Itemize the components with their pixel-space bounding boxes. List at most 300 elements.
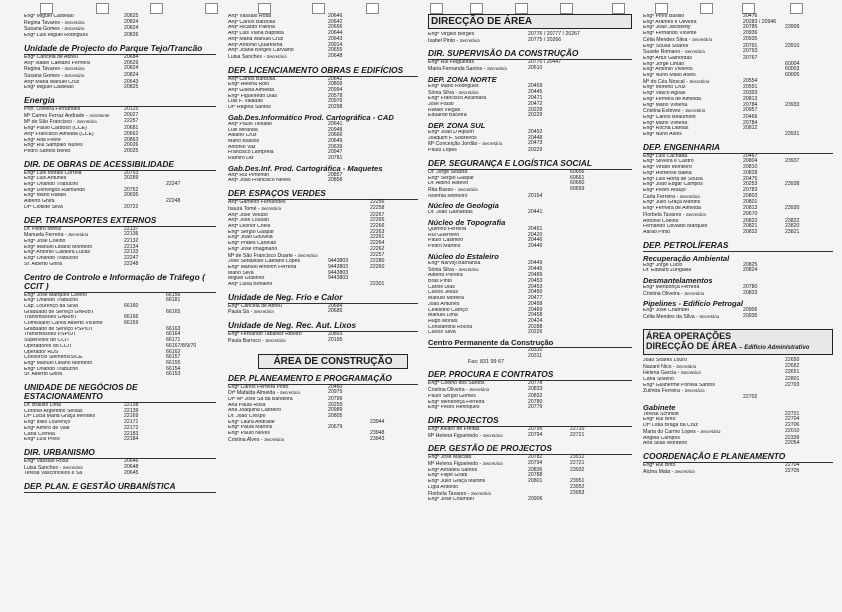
entry-name: Mª Helena Figueiredo - Secretária <box>428 461 503 468</box>
list-item <box>428 194 632 200</box>
phone-extension: 20906 <box>743 307 758 314</box>
person-name: Engª Vasco Agoas <box>643 91 686 97</box>
phone-extension: 20679 <box>328 424 343 431</box>
list-item <box>643 291 833 298</box>
phone-extension: 66166 <box>124 314 139 321</box>
section-heading: DIR. SUPERVISÃO DA CONSTRUÇÃO <box>428 49 632 60</box>
phone-extension: 20228 <box>528 106 543 113</box>
phone-extension-alt: 23822 <box>785 217 800 224</box>
entry-name: Drª Mafalda Almeida - Secretária <box>228 390 300 397</box>
person-name: Engª Luis Miguel Rodrigues <box>24 33 88 39</box>
entry-name <box>228 156 328 162</box>
entry-name: Sónia Silva - Secretária <box>428 89 479 96</box>
list-item <box>228 390 418 397</box>
person-name: Engª Almiro de Vale <box>24 425 70 431</box>
column-3 <box>428 14 632 503</box>
phone-extension-alt: 22650 <box>785 356 800 363</box>
phone-extension: 20469 <box>528 306 543 313</box>
person-name: Engª Carlos Beaumont <box>643 114 696 120</box>
phone-extension-alt: 22248 <box>166 198 181 205</box>
tab-marker <box>655 3 668 14</box>
role-label: Secretária <box>265 337 286 343</box>
entry-name: Florbela Tavares - Secretária <box>643 211 706 218</box>
section-heading: DIR. PROJECTOS <box>428 416 632 427</box>
phone-extension: 20446 <box>528 243 543 250</box>
person-name: Drª Regina Santos <box>228 105 271 111</box>
person-name: Engª Paulo Neves <box>228 431 271 437</box>
person-name: Engª Ibilio Lourenço <box>24 420 71 426</box>
person-name: Arqª Maria Manuel Cruz <box>24 79 80 85</box>
tab-marker <box>790 3 803 14</box>
phone-extension: 20311 <box>528 352 543 359</box>
person-name: Engª José Coelho <box>24 238 66 244</box>
phone-extension-alt: 66155 <box>166 359 181 366</box>
role-label: Secretária <box>684 388 705 394</box>
phone-extension-alt: 23821 <box>785 228 800 235</box>
person-name: Susana Gomes <box>24 26 60 33</box>
phone-extension: 20948 <box>328 126 343 133</box>
entry-name: Alcina Mata - Secretária <box>643 468 695 475</box>
phone-extension: 20780 <box>528 398 543 405</box>
fax-number: 831 99 67 <box>479 359 504 366</box>
person-name: Arqª Carlos Barbosa <box>228 19 276 25</box>
person-name: Manuel Lima <box>428 313 458 319</box>
person-name: Operadores do CCIT <box>24 343 73 349</box>
person-name: Maria Fernanda Santos <box>428 66 483 73</box>
entry-name <box>228 282 328 288</box>
role-label: Secretária <box>64 26 85 32</box>
entry-name <box>428 405 528 411</box>
person-name: Engª Pires Basilio <box>643 14 685 19</box>
entry-name <box>428 244 528 250</box>
entry-name: Paula Sá - Secretária <box>228 309 274 316</box>
person-name: Engª Pedro Araújo <box>643 187 686 193</box>
person-name: Arqª Francisco Almeida (CCE) <box>24 131 94 137</box>
list-item <box>24 119 216 126</box>
person-name: Engª Carlos Ferreira Pinto <box>228 384 289 390</box>
person-name: Engª Vassalo Rosa <box>24 458 69 464</box>
phone-extension: 20810 <box>743 164 758 171</box>
person-name: Engª Orlando Trabucho <box>24 182 79 188</box>
phone-extension-alt: 60005 <box>785 72 800 79</box>
person-name: Engª Júlio Graça Martins <box>428 479 486 485</box>
list-item <box>24 33 216 39</box>
person-name: Isaura Tomé <box>228 205 257 212</box>
list-item <box>228 437 418 444</box>
tab-marker <box>205 3 218 14</box>
person-name: Engª Paula Martins <box>228 425 273 431</box>
phone-extension: 20648 <box>124 463 139 470</box>
phone-extension: 9443803 <box>328 275 349 282</box>
role-label: Secretária <box>486 66 507 72</box>
person-name: Engª Pedro Henriques <box>428 405 480 411</box>
entry-name: Mª de São Francisco - Secretária <box>24 119 97 126</box>
phone-extension-alt <box>785 388 817 395</box>
person-name: Mª Helena Figueiredo <box>428 461 479 468</box>
person-name: Engª Guilherme Portela Santos <box>643 382 715 388</box>
list-item <box>643 194 833 201</box>
list-item <box>428 210 632 216</box>
phone-extension: 20775 / 20266 <box>528 36 562 43</box>
person-name: Rui Guerreiro <box>428 232 460 238</box>
list-item <box>643 388 833 395</box>
phone-extension-alt: 23953 <box>570 489 585 496</box>
person-name: Engª Miguel Castelão <box>24 14 74 19</box>
phone-extension: 20253 <box>743 181 758 188</box>
phone-extension: 22133 <box>124 249 139 256</box>
person-name: Paula Barroco <box>228 337 261 344</box>
section-heading: DEP. PLANEAMENTO E PROGRAMAÇÃO <box>228 374 418 385</box>
phone-extension: 22132 <box>124 237 139 244</box>
list-item <box>428 66 632 73</box>
phone-extension: 20780 <box>743 284 758 291</box>
person-name: Engª Jorge Limão <box>643 61 685 67</box>
person-name: Engª João Jacobetty <box>643 25 691 31</box>
phone-extension-alt: 22721 <box>570 431 585 438</box>
phone-extension <box>328 437 370 444</box>
role-label: Secretária <box>266 53 287 59</box>
phone-extension: 20695 <box>124 192 139 199</box>
person-name: Engª Mário Vilhena <box>643 102 688 108</box>
phone-extension: 20025 <box>124 147 139 154</box>
phone-extension: 20610 <box>528 65 543 72</box>
tab-marker <box>470 3 483 14</box>
person-name: Consorcio Siemens/SICE <box>24 355 83 361</box>
phone-extension <box>328 282 370 288</box>
phone-extension-alt: 23930 <box>785 205 800 212</box>
person-name: João Soares Louro <box>643 357 687 363</box>
phone-extension-alt: 22706 <box>785 422 800 429</box>
phone-extension: 20781 <box>328 155 343 162</box>
person-name: Engª Rui Brito <box>643 462 676 468</box>
phone-extension: 20670 <box>743 210 758 217</box>
phone-extension: 20459 <box>528 82 543 89</box>
phone-extension: 20824 <box>124 71 139 78</box>
person-name: Sónia Silva <box>428 266 454 273</box>
phone-extension: 20794 <box>528 431 543 438</box>
person-name: Engª Sérgio Gaspar <box>428 175 475 181</box>
person-name: Lígia Antonio <box>428 484 458 490</box>
person-name: Carla Correia <box>24 431 55 437</box>
phone-extension: 20785 <box>743 24 758 31</box>
person-name: Susete Romano <box>643 49 681 56</box>
entry-name: Isaura Tomé - Secretária <box>228 205 282 212</box>
phone-extension: 20857 <box>328 171 343 178</box>
list-item <box>643 132 833 138</box>
entry-name <box>428 330 528 336</box>
section-heading: Centro Permanente da Construção <box>428 339 632 348</box>
person-name: Celestino Carriço <box>428 307 468 313</box>
list-item <box>643 212 833 219</box>
phone-extension-alt: 66167/8/9/70 <box>166 342 197 349</box>
person-name: Arqª Luis Viana Baptista <box>228 31 284 37</box>
list-item <box>24 205 216 211</box>
entry-name <box>24 33 124 39</box>
person-name: Nazaré Nico <box>643 363 672 370</box>
person-name: Dr. João Galhardas <box>428 210 473 216</box>
person-name: Engª José Imaginário <box>228 246 278 252</box>
person-name: Mª de São Francisco <box>24 119 73 126</box>
phone-extension: 20753 <box>124 169 139 176</box>
section-heading: DEP. TRANSPORTES EXTERNOS <box>24 216 216 227</box>
phone-extension: 20825 <box>743 261 758 268</box>
role-label: Secretária <box>684 290 705 296</box>
phone-extension: 20662 <box>124 130 139 137</box>
person-name: Joaquim F. Sobreiros <box>428 135 477 141</box>
entry-name <box>228 178 328 184</box>
role-label: Secretária <box>685 211 706 217</box>
person-name: Engª Manuel Amorim Ferreira <box>228 264 297 270</box>
phone-extension: 20642 <box>328 75 343 82</box>
list-item <box>428 113 632 119</box>
section-heading: DEP. ZONA NORTE <box>428 74 497 84</box>
phone-extension-alt: 23820 <box>785 223 800 230</box>
phone-extension: 22702 <box>743 394 758 401</box>
phone-extension: 20475 <box>743 175 758 182</box>
phone-extension: 20788 <box>528 472 543 479</box>
phone-extension: 20824 <box>124 25 139 32</box>
phone-extension: 20975 <box>328 389 343 396</box>
phone-extension: 20863 <box>124 136 139 143</box>
phone-extension: 20289 <box>124 175 139 182</box>
phone-extension: 20476 <box>743 13 758 19</box>
phone-extension-alt: 66181 <box>166 297 181 304</box>
phone-extension-alt: 60656 <box>570 168 585 175</box>
section-heading: DEP. LICENCIAMENTO OBRAS E EDIFÍCIOS <box>228 66 418 77</box>
person-name: João Antunes <box>428 301 460 307</box>
entry-name: Mª Helena Figueiredo - Secretária <box>428 432 503 439</box>
person-name: Dr. Albino Ribeiro <box>428 181 469 187</box>
tab-marker <box>96 3 109 14</box>
person-name: Rita Basso <box>428 186 454 193</box>
phone-extension-alt: 23948 <box>370 430 385 437</box>
phone-extension-alt: 23931 <box>785 131 800 138</box>
person-name: José Paulo <box>428 101 454 107</box>
phone-extension: 20957 <box>743 107 758 114</box>
phone-extension: 9443803 <box>328 269 349 276</box>
section-heading: Núcleo do Estaleiro <box>428 251 499 261</box>
role-label: Secretária <box>64 72 85 78</box>
person-name: Prof. Oliveira Fernandes <box>24 107 81 113</box>
person-name: Teresa Vasconcelos e Sá <box>24 471 83 477</box>
list-item <box>228 178 418 184</box>
entry-name: Célia Mendes da Silva - Secretária <box>643 314 720 321</box>
person-name: Paulo Sérgio Gomes <box>428 393 476 399</box>
person-name: Drª Lucia Maria Graça Mendes <box>24 414 96 420</box>
entry-name <box>643 395 743 401</box>
person-name: Engª Mendonça Ferreira <box>643 285 700 291</box>
role-label: Assistente <box>89 112 110 118</box>
phone-extension <box>743 441 785 447</box>
phone-extension: 20591 <box>743 84 758 91</box>
entry-name <box>428 497 528 503</box>
phone-extension-alt: 22010 <box>785 427 800 434</box>
phone-extension: 20935 <box>743 313 758 320</box>
role-label: Secretária <box>692 36 713 42</box>
person-name: Engª Arantes e Oliveira <box>643 19 697 25</box>
person-name: Manuel Moreira <box>428 296 465 302</box>
phone-extension-alt: 22265 <box>370 217 385 224</box>
section-heading: COORDENAÇÃO E PLANEAMENTO <box>643 452 833 463</box>
phone-extension: 20826 <box>124 32 139 39</box>
section-heading: Núcleo de Topografia <box>428 218 506 228</box>
person-name: Engª Hortense Baêta <box>643 170 692 176</box>
list-item <box>24 372 216 378</box>
person-name: Engª José Chambel <box>428 497 474 503</box>
phone-extension-alt: 22720 <box>570 425 585 432</box>
entry-name <box>24 471 124 477</box>
person-name: Drª Lídia Braga da Cruz <box>643 423 698 429</box>
section-heading: DEP. PETROLÍFERAS <box>643 241 833 252</box>
role-label: Secretária <box>264 436 285 442</box>
phone-extension-alt: 22256 <box>370 199 385 206</box>
person-name: Engª Rui Brito <box>643 417 676 423</box>
person-name: Engª Antonio Viveiros <box>643 67 693 73</box>
person-name: Engª Narvoji Barnansá <box>428 260 481 266</box>
person-name: Engª Rita Freire <box>24 137 61 143</box>
list-item <box>643 429 833 436</box>
phone-extension-alt: 22247 <box>166 181 181 188</box>
phone-extension: 20629 <box>124 59 139 66</box>
person-name: Engª Fernando Tabanez Ribeiro <box>228 332 302 338</box>
section-heading: Desmantelamentos <box>643 276 713 286</box>
phone-extension: 20801 <box>528 478 543 485</box>
person-name: Engª Ferreira de Almeida <box>643 206 701 212</box>
phone-extension: 20722 <box>124 203 139 210</box>
list-item <box>643 314 833 321</box>
phone-extension: 20656 <box>328 24 343 31</box>
list-item <box>428 330 632 336</box>
phone-extension: 20805 <box>328 413 343 420</box>
role-label: Secretária <box>68 232 89 238</box>
entry-name: Susete Romano - Secretária <box>643 49 705 56</box>
phone-extension: 20452 <box>528 129 543 136</box>
area-construcao-heading: ÁREA DE CONSTRUÇÃO <box>258 354 408 369</box>
phone-extension: 20641 <box>328 120 343 127</box>
phone-extension: 20458 <box>528 312 543 319</box>
person-name: Arqª Luisa Bonalho <box>228 282 273 288</box>
person-name: Engª Orlando Trabucho <box>24 298 79 304</box>
person-name: Dr. Braulio Lima <box>24 403 61 409</box>
section-heading: Gabinete <box>643 402 676 412</box>
phone-extension-alt: 23910 <box>785 42 800 49</box>
person-name: Helena Garcia <box>643 370 677 377</box>
phone-extension-alt: 23944 <box>370 418 385 425</box>
phone-extension-alt: 23951 <box>570 478 585 485</box>
list-item <box>24 73 216 80</box>
phone-extension-alt: 60003 <box>785 66 800 73</box>
person-name: Célia Mendes da Silva <box>643 314 695 321</box>
person-name: Coronel Argentino Seixas <box>24 408 83 414</box>
person-name: Engª Luis Antunes <box>24 176 67 182</box>
person-name: Engª João Edgar Campos <box>643 182 703 188</box>
phone-extension: 20801 <box>743 199 758 206</box>
phone-extension <box>743 469 785 476</box>
phone-extension-alt: 22260 <box>370 263 385 270</box>
person-name: Paulo Casimiro <box>428 238 464 244</box>
role-label: Secretária <box>680 370 701 376</box>
list-item <box>428 405 632 411</box>
person-name: Graduado de Serviço GNR/BT <box>24 309 95 315</box>
person-name: Engª Rocha Dantas <box>643 126 689 132</box>
phone-extension: 22138 <box>124 402 139 409</box>
phone-extension: 66159 <box>124 320 139 327</box>
section-heading: DEP. ENGENHARIA <box>643 143 833 154</box>
role-label: Secretária <box>699 314 720 320</box>
phone-extension: 22139 <box>124 407 139 414</box>
tab-marker <box>515 3 528 14</box>
phone-extension: 20821 <box>743 223 758 230</box>
person-name: Carla Silvério <box>643 376 674 382</box>
phone-extension: 20154 <box>528 192 543 199</box>
phone-extension-alt: 23937 <box>785 158 800 165</box>
phone-extension-alt: 66163 <box>166 325 181 332</box>
phone-extension-alt: 23909 <box>785 24 800 31</box>
role-label: Secretária <box>297 252 318 258</box>
person-name: Dr. João Crespo <box>228 414 266 420</box>
phone-extension-alt: 23912 <box>570 454 585 461</box>
list-item <box>643 441 833 447</box>
phone-extension: 20255 <box>328 401 343 408</box>
phone-extension <box>124 372 166 378</box>
phone-extension <box>743 370 785 377</box>
phone-extension: 20684 <box>124 53 139 60</box>
person-name: Regina Tavares <box>24 19 60 26</box>
person-name: Engª Luis Cachada <box>643 153 688 159</box>
person-name: Engª Jorge Lúcio <box>643 262 683 268</box>
phone-extension: 20445 <box>528 265 543 272</box>
phone-extension-alt: 60661 <box>570 174 585 181</box>
tab-marker <box>366 3 379 14</box>
person-name: Engª Prates Canelas <box>228 241 277 247</box>
phone-extension: 22172 <box>124 424 139 431</box>
phone-extension: 20804 <box>743 158 758 165</box>
phone-extension: 20473 <box>528 140 543 147</box>
person-name: Pedro Martins <box>428 244 461 250</box>
person-name: Engª Luis Horta de Sousa <box>643 176 703 182</box>
phone-extension: 20026 <box>124 142 139 149</box>
column-2 <box>228 14 418 444</box>
phone-extension: 20989 <box>328 407 343 414</box>
list-item <box>24 149 216 155</box>
phone-extension: 20649 <box>328 137 343 144</box>
phone-extension: 20784 <box>743 119 758 126</box>
direccao-area-subtitle <box>646 341 830 353</box>
list-item <box>228 105 418 111</box>
person-name: José Sebastião Caetano Lopes <box>228 259 301 265</box>
person-name: Engª Helena Rolo <box>228 82 270 88</box>
phone-extension-alt: 22651 <box>785 369 800 376</box>
phone-extension: 9443803 <box>328 258 349 265</box>
phone-extension: 20554 <box>743 77 758 84</box>
role-label: Secretária <box>679 193 700 199</box>
phone-extension: 22248 <box>124 260 139 267</box>
phone-extension-alt: 22705 <box>785 467 800 474</box>
person-name: Francisco Lampreia <box>228 150 274 156</box>
phone-extension: 20833 <box>743 289 758 296</box>
person-name: Arqº Isabel Caetano Ferreira <box>24 60 90 66</box>
phone-extension: 20643 <box>124 78 139 85</box>
phone-extension: 22134 <box>124 243 139 250</box>
person-name: Engª Orlando Trabucho <box>24 366 79 372</box>
person-name: Arqª José Lousan <box>228 218 269 224</box>
phone-extension-alt: 66162 <box>166 348 181 355</box>
phone-extension: 20648 <box>328 52 343 59</box>
list-item <box>643 268 833 274</box>
phone-extension: 20645 <box>124 470 139 477</box>
phone-extension-alt: 66171 <box>166 337 181 344</box>
entry-name: Célia Mendes Silva - Secretária <box>643 36 713 43</box>
